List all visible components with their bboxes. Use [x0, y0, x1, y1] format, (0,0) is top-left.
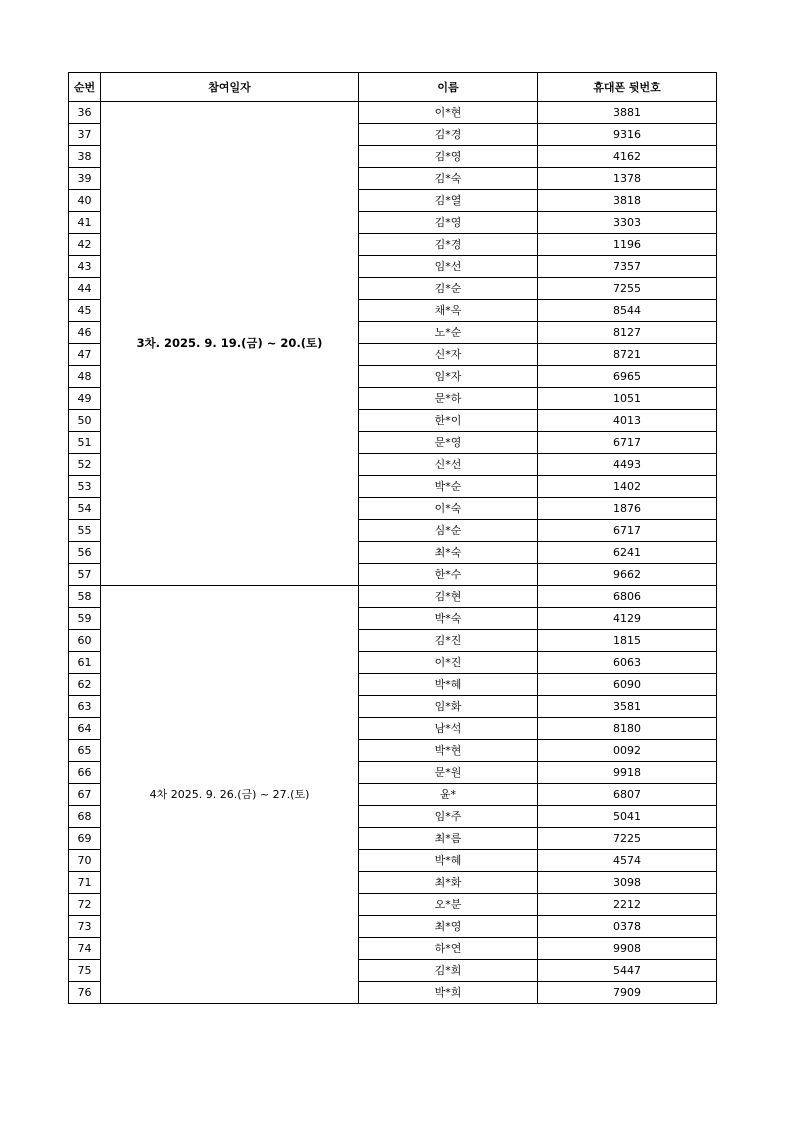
table-body: [69, 102, 717, 1004]
row-name: 김*숙: [359, 168, 538, 190]
row-phone: 7909: [538, 982, 717, 1004]
row-seq: 50: [69, 410, 101, 432]
row-name: 박*현: [359, 740, 538, 762]
row-name: 최*름: [359, 828, 538, 850]
row-seq: 57: [69, 564, 101, 586]
row-seq: 68: [69, 806, 101, 828]
row-seq: 61: [69, 652, 101, 674]
row-name: 박*혜: [359, 850, 538, 872]
row-name: 노*순: [359, 322, 538, 344]
row-phone: 9662: [538, 564, 717, 586]
row-phone: 4493: [538, 454, 717, 476]
row-seq: 70: [69, 850, 101, 872]
row-seq: 44: [69, 278, 101, 300]
row-seq: 37: [69, 124, 101, 146]
row-phone: 2212: [538, 894, 717, 916]
row-name: 문*원: [359, 762, 538, 784]
header-name: 이름: [359, 73, 538, 102]
row-phone: 1876: [538, 498, 717, 520]
row-phone: 3303: [538, 212, 717, 234]
row-seq: 65: [69, 740, 101, 762]
row-seq: 76: [69, 982, 101, 1004]
row-phone: 8180: [538, 718, 717, 740]
row-phone: 5447: [538, 960, 717, 982]
row-name: 이*숙: [359, 498, 538, 520]
row-name: 심*순: [359, 520, 538, 542]
row-seq: 56: [69, 542, 101, 564]
row-name: 임*주: [359, 806, 538, 828]
header-seq: 순번: [69, 73, 101, 102]
table-row: [69, 102, 717, 124]
row-seq: 73: [69, 916, 101, 938]
row-phone: 7255: [538, 278, 717, 300]
row-name: 이*현: [359, 102, 538, 124]
row-name: 신*자: [359, 344, 538, 366]
row-name: 문*영: [359, 432, 538, 454]
row-seq: 40: [69, 190, 101, 212]
row-name: 임*자: [359, 366, 538, 388]
table-row: [69, 586, 717, 608]
row-name: 김*순: [359, 278, 538, 300]
row-seq: 60: [69, 630, 101, 652]
row-seq: 47: [69, 344, 101, 366]
row-seq: 38: [69, 146, 101, 168]
row-seq: 53: [69, 476, 101, 498]
row-name: 하*연: [359, 938, 538, 960]
participants-table: [68, 72, 717, 1004]
row-phone: 8544: [538, 300, 717, 322]
row-phone: 4574: [538, 850, 717, 872]
row-seq: 69: [69, 828, 101, 850]
row-seq: 72: [69, 894, 101, 916]
row-phone: 1378: [538, 168, 717, 190]
row-seq: 63: [69, 696, 101, 718]
row-seq: 49: [69, 388, 101, 410]
row-name: 김*경: [359, 124, 538, 146]
row-name: 윤*: [359, 784, 538, 806]
row-phone: 9918: [538, 762, 717, 784]
row-name: 박*희: [359, 982, 538, 1004]
row-seq: 52: [69, 454, 101, 476]
row-name: 임*선: [359, 256, 538, 278]
row-name: 김*희: [359, 960, 538, 982]
row-phone: 0092: [538, 740, 717, 762]
row-phone: 6241: [538, 542, 717, 564]
row-phone: 0378: [538, 916, 717, 938]
row-seq: 62: [69, 674, 101, 696]
row-name: 김*영: [359, 146, 538, 168]
row-seq: 75: [69, 960, 101, 982]
row-seq: 71: [69, 872, 101, 894]
row-phone: 6806: [538, 586, 717, 608]
row-seq: 48: [69, 366, 101, 388]
row-name: 최*숙: [359, 542, 538, 564]
row-name: 이*진: [359, 652, 538, 674]
row-name: 김*영: [359, 212, 538, 234]
row-seq: 39: [69, 168, 101, 190]
row-phone: 9908: [538, 938, 717, 960]
row-phone: 3098: [538, 872, 717, 894]
row-phone: 6717: [538, 520, 717, 542]
row-name: 최*화: [359, 872, 538, 894]
row-seq: 45: [69, 300, 101, 322]
row-phone: 6965: [538, 366, 717, 388]
row-phone: 1815: [538, 630, 717, 652]
row-name: 남*석: [359, 718, 538, 740]
row-phone: 1051: [538, 388, 717, 410]
row-seq: 43: [69, 256, 101, 278]
row-name: 임*화: [359, 696, 538, 718]
row-phone: 4013: [538, 410, 717, 432]
row-seq: 46: [69, 322, 101, 344]
row-seq: 67: [69, 784, 101, 806]
participation-period: 4차 2025. 9. 26.(금) ~ 27.(토): [101, 586, 359, 1004]
table-header: [69, 73, 717, 102]
row-name: 박*혜: [359, 674, 538, 696]
row-name: 김*열: [359, 190, 538, 212]
row-phone: 6717: [538, 432, 717, 454]
row-name: 한*이: [359, 410, 538, 432]
row-phone: 8127: [538, 322, 717, 344]
row-seq: 36: [69, 102, 101, 124]
row-name: 신*선: [359, 454, 538, 476]
row-name: 김*진: [359, 630, 538, 652]
row-phone: 4129: [538, 608, 717, 630]
row-name: 문*하: [359, 388, 538, 410]
row-phone: 7357: [538, 256, 717, 278]
header-phone: 휴대폰 뒷번호: [538, 73, 717, 102]
row-phone: 1196: [538, 234, 717, 256]
row-seq: 54: [69, 498, 101, 520]
row-name: 한*수: [359, 564, 538, 586]
row-seq: 41: [69, 212, 101, 234]
row-phone: 7225: [538, 828, 717, 850]
row-phone: 4162: [538, 146, 717, 168]
row-seq: 66: [69, 762, 101, 784]
row-phone: 6090: [538, 674, 717, 696]
row-phone: 6063: [538, 652, 717, 674]
row-seq: 42: [69, 234, 101, 256]
row-phone: 1402: [538, 476, 717, 498]
row-seq: 59: [69, 608, 101, 630]
header-date: 참여일자: [101, 73, 359, 102]
row-seq: 55: [69, 520, 101, 542]
row-phone: 3581: [538, 696, 717, 718]
row-name: 박*숙: [359, 608, 538, 630]
row-phone: 5041: [538, 806, 717, 828]
row-phone: 3818: [538, 190, 717, 212]
row-name: 박*순: [359, 476, 538, 498]
row-name: 오*분: [359, 894, 538, 916]
row-seq: 51: [69, 432, 101, 454]
row-phone: 9316: [538, 124, 717, 146]
row-phone: 6807: [538, 784, 717, 806]
row-phone: 3881: [538, 102, 717, 124]
row-name: 김*현: [359, 586, 538, 608]
row-seq: 64: [69, 718, 101, 740]
row-seq: 74: [69, 938, 101, 960]
row-seq: 58: [69, 586, 101, 608]
row-phone: 8721: [538, 344, 717, 366]
header-row: [69, 73, 717, 102]
participation-period: 3차. 2025. 9. 19.(금) ~ 20.(토): [101, 102, 359, 586]
row-name: 최*영: [359, 916, 538, 938]
row-name: 채*옥: [359, 300, 538, 322]
row-name: 김*경: [359, 234, 538, 256]
